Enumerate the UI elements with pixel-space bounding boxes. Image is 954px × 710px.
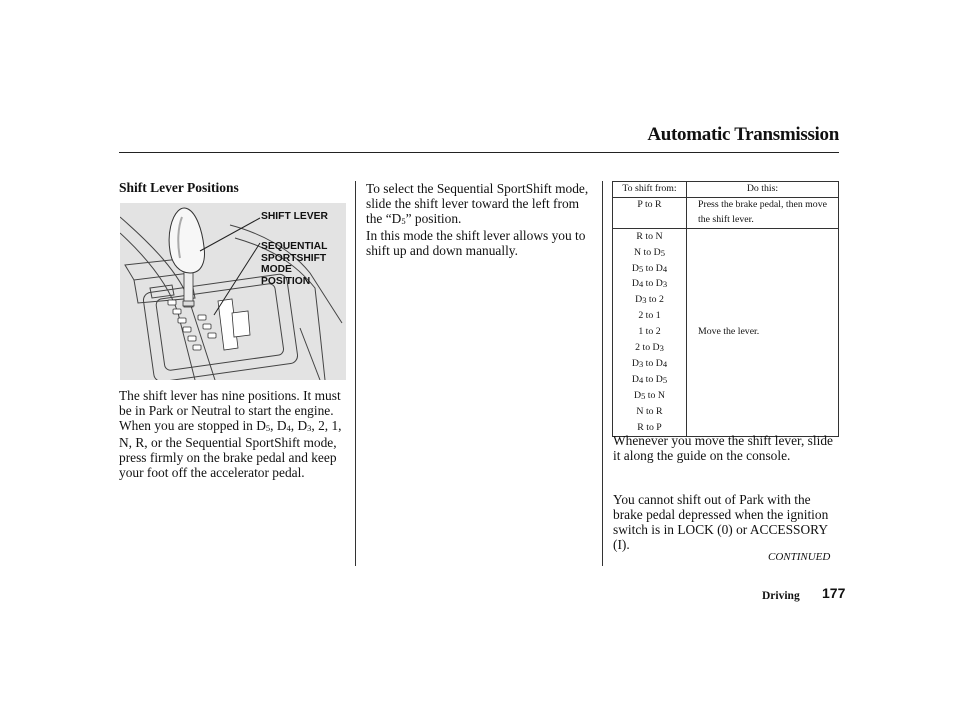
shift-positions-paragraph	[119, 388, 345, 480]
from-cell-group	[613, 228, 687, 436]
shift-from-item	[613, 372, 686, 388]
subscript: 3	[638, 358, 644, 369]
text-run: 2 to 1	[638, 310, 661, 322]
shift-from-item	[613, 324, 686, 340]
subscript: 4	[662, 358, 668, 369]
text-run: , 2, 1, N, R, or the Sequential SportShift mode, press firmly on the brake pedal and keep your foot off the accelerator pedal.	[119, 418, 342, 480]
sportshift-select-text	[366, 181, 598, 228]
console-guide-paragraph: Whenever you move the shift lever, slide it along the guide on the console.	[613, 433, 833, 463]
text-run: D	[631, 357, 639, 369]
subscript: 4	[638, 279, 644, 290]
from-cell: P to R	[613, 197, 687, 228]
shift-lever-illustration	[120, 203, 346, 380]
subscript: 5	[660, 247, 665, 258]
shift-from-item	[613, 388, 686, 404]
text-run: R to N	[636, 230, 663, 242]
shift-lever-label: SHIFT LEVER	[261, 211, 328, 222]
text-run: to 2	[646, 294, 664, 306]
subscript: 5	[662, 374, 668, 385]
table-row	[613, 197, 839, 228]
sportshift-mode-label	[261, 241, 327, 287]
subscript: 5	[401, 216, 406, 226]
sportshift-label-line: SPORTSHIFT	[261, 252, 327, 264]
console-drawing	[120, 203, 346, 380]
subscript: 3	[307, 423, 312, 433]
shift-from-item	[613, 308, 686, 324]
text-run: D	[635, 294, 643, 306]
table-header-row	[613, 182, 839, 198]
sportshift-manual-text: In this mode the shift lever allows you to shift up and down manually.	[366, 228, 586, 258]
text-run: R to P	[637, 421, 662, 433]
column-divider-1	[355, 181, 356, 566]
sportshift-label-line: SEQUENTIAL	[261, 241, 328, 252]
text-run: D	[631, 262, 639, 274]
shift-from-item	[613, 261, 686, 277]
text-run: To select the Sequential SportShift mode, slide the shift lever toward the left from the “D	[366, 181, 589, 226]
text-run: , D	[270, 418, 287, 433]
do-cell: Press the brake pedal, then move the shift lever.	[687, 197, 839, 228]
text-run: , D	[290, 418, 308, 433]
text-run: to D	[643, 373, 663, 385]
shift-from-item	[613, 356, 686, 372]
title-rule	[119, 152, 839, 153]
subscript: 5	[641, 390, 646, 401]
page-title: Automatic Transmission	[647, 124, 839, 145]
shift-from-item	[613, 340, 686, 356]
shift-from-item	[613, 292, 686, 308]
text-run: D	[634, 389, 642, 401]
header-from: To shift from:	[613, 182, 687, 198]
subscript: 4	[286, 423, 291, 433]
text-run: ” position.	[405, 211, 462, 226]
page-number: 177	[822, 585, 846, 601]
sportshift-label-line: POSITION	[261, 275, 311, 287]
shift-from-item	[613, 229, 686, 245]
table-row	[613, 228, 839, 436]
footer-section-name: Driving	[762, 590, 800, 602]
header-do: Do this:	[687, 182, 839, 198]
subscript: 5	[265, 423, 271, 433]
column-divider-2	[602, 181, 603, 566]
park-shift-paragraph: You cannot shift out of Park with the brake pedal depressed when the ignition switch is in LOCK (0) or ACCESSORY (I).	[613, 492, 829, 552]
text-run: 1 to 2	[638, 326, 661, 338]
text-run: to D	[643, 262, 663, 274]
section-heading: Shift Lever Positions	[119, 180, 239, 195]
text-run: N to D	[634, 246, 661, 258]
text-run: D	[631, 373, 639, 385]
sportshift-paragraph	[366, 181, 598, 258]
subscript: 3	[642, 295, 647, 306]
subscript: 3	[662, 279, 668, 290]
shift-table	[612, 181, 839, 437]
text-run: to N	[645, 389, 665, 401]
text-run: The shift lever has nine positions. It must be in Park or Neutral to start the engine. When you are stopped in D	[119, 388, 341, 433]
do-cell: Move the lever.	[687, 228, 839, 436]
shift-from-item	[613, 245, 686, 261]
subscript: 3	[659, 343, 664, 354]
text-run: to D	[643, 278, 663, 290]
subscript: 4	[662, 263, 668, 274]
sportshift-label-line: MODE	[261, 264, 292, 275]
subscript: 4	[638, 374, 644, 385]
subscript: 5	[638, 263, 644, 274]
shift-from-item	[613, 276, 686, 292]
text-run: D	[631, 278, 639, 290]
text-run: to D	[643, 357, 663, 369]
shift-from-item	[613, 404, 686, 420]
continued-label: CONTINUED	[768, 551, 831, 563]
text-run: N to R	[636, 405, 663, 417]
text-run: 2 to D	[635, 342, 660, 354]
